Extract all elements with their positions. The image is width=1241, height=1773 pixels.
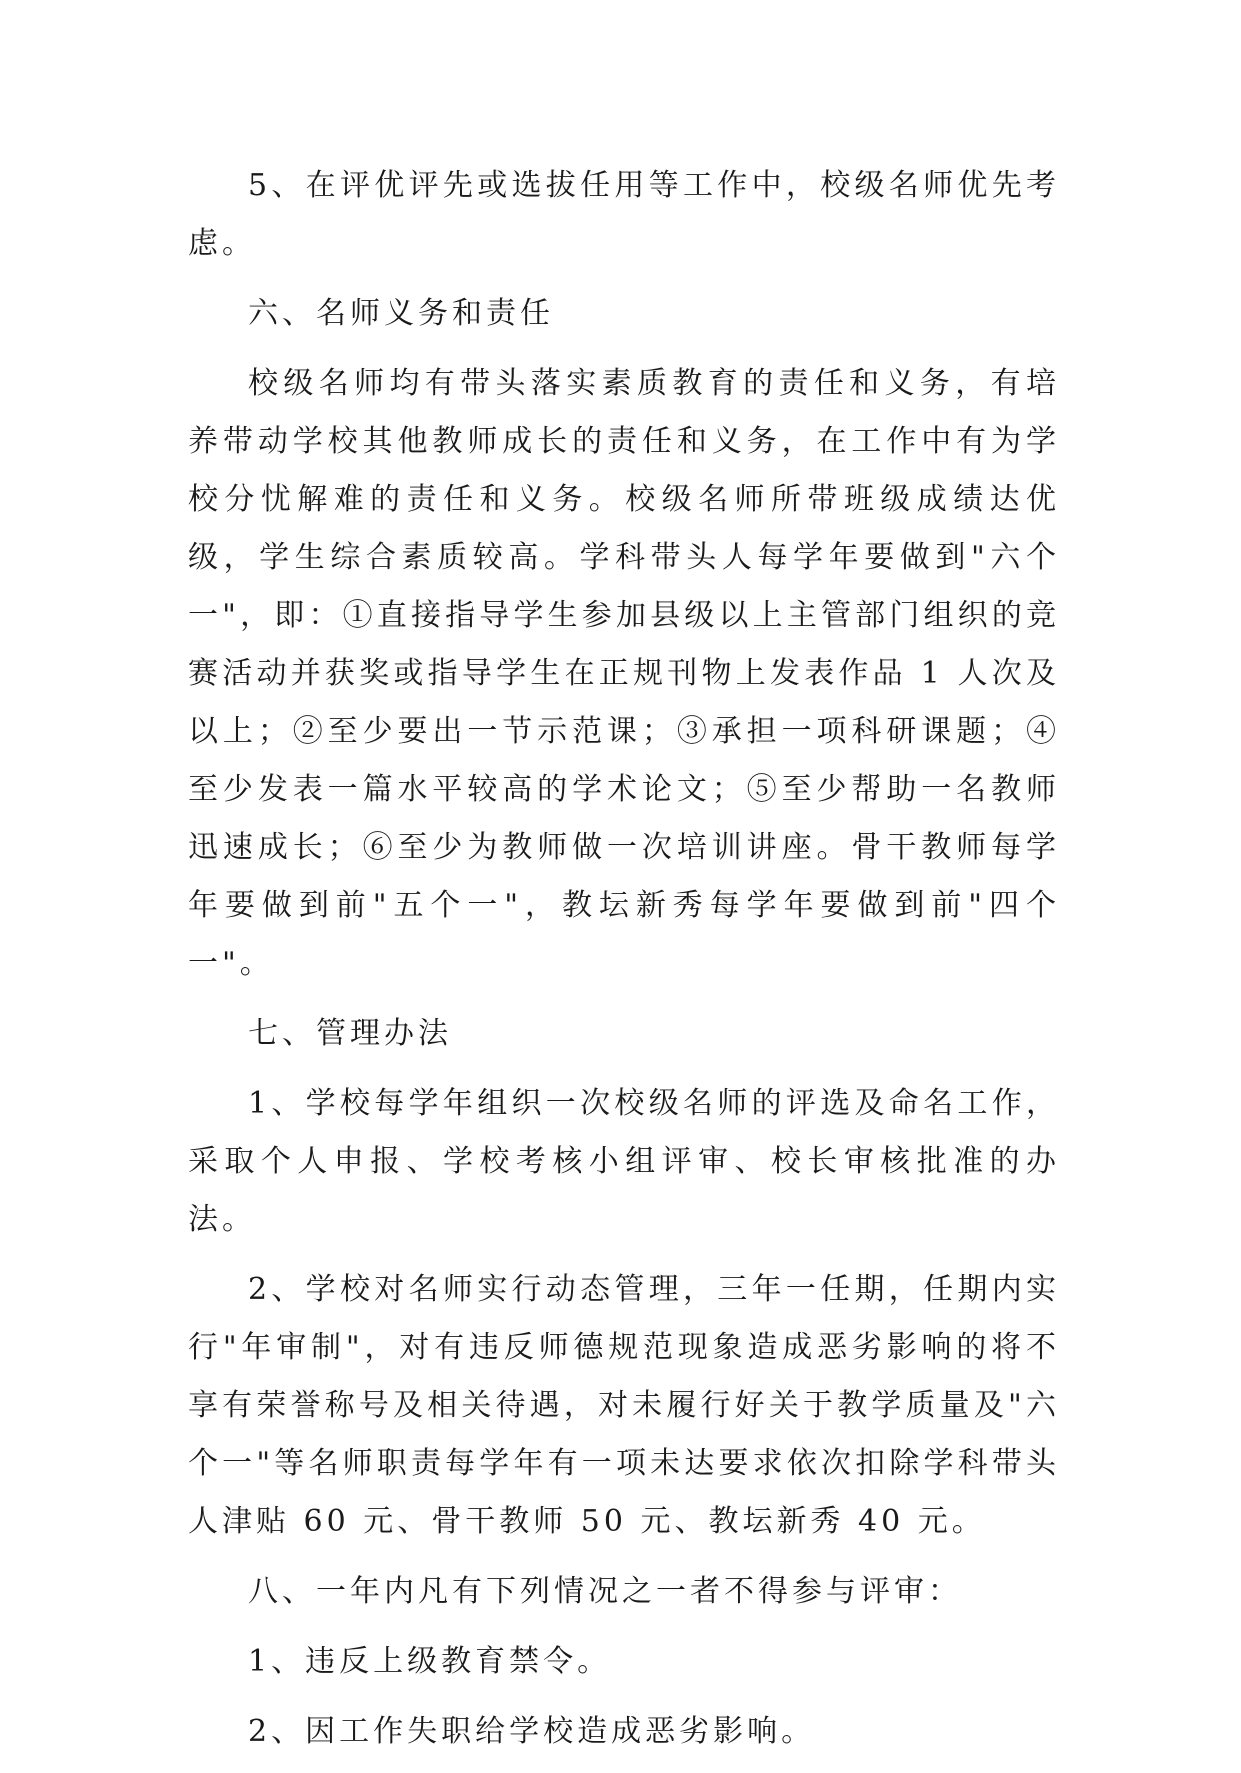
paragraph-management-1: 1、学校每学年组织一次校级名师的评选及命名工作，采取个人申报、学校考核小组评审、校长审核批准的办法。 [188, 1086, 1060, 1237]
section-heading-exclusions: 八、一年内凡有下列情况之一者不得参与评审： [248, 1574, 962, 1609]
paragraph-item-5-priority: 5、在评优评先或选拔任用等工作中，校级名师优先考虑。 [188, 168, 1060, 261]
paragraph-management-2: 2、学校对名师实行动态管理，三年一任期，任期内实行"年审制"，对有违反师德规范现象造成恶劣影响的将不享有荣誉称号及相关待遇，对未履行好关于教学质量及"六个一"等名师职责每学年有一项未达要求依次扣除学科带头人津贴 60 元、骨干教师 50 元、教坛新秀 40 元。 [188, 1272, 1060, 1539]
paragraph-exclusion-2: 2、因工作失职给学校造成恶劣影响。 [248, 1714, 816, 1749]
section-heading-management: 七、管理办法 [248, 1016, 452, 1051]
paragraph-exclusion-1: 1、违反上级教育禁令。 [248, 1644, 612, 1679]
section-heading-duties: 六、名师义务和责任 [248, 296, 554, 331]
document-body [188, 157, 1060, 1773]
paragraph-duties: 校级名师均有带头落实素质教育的责任和义务，有培养带动学校其他教师成长的责任和义务，在工作中有为学校分忧解难的责任和义务。校级名师所带班级成绩达优级，学生综合素质较高。学科带头人每学年要做到"六个一"，即：①直接指导学生参加县级以上主管部门组织的竞赛活动并获奖或指导学生在正规刊物上发表作品 1 人次及以上；②至少要出一节示范课；③承担一项科研课题；④至少发表一篇水平较高的学术论文；⑤至少帮助一名教师迅速成长；⑥至少为教师做一次培训讲座。骨干教师每学年要做到前"五个一"，教坛新秀每学年要做到前"四个一"。 [188, 366, 1060, 981]
